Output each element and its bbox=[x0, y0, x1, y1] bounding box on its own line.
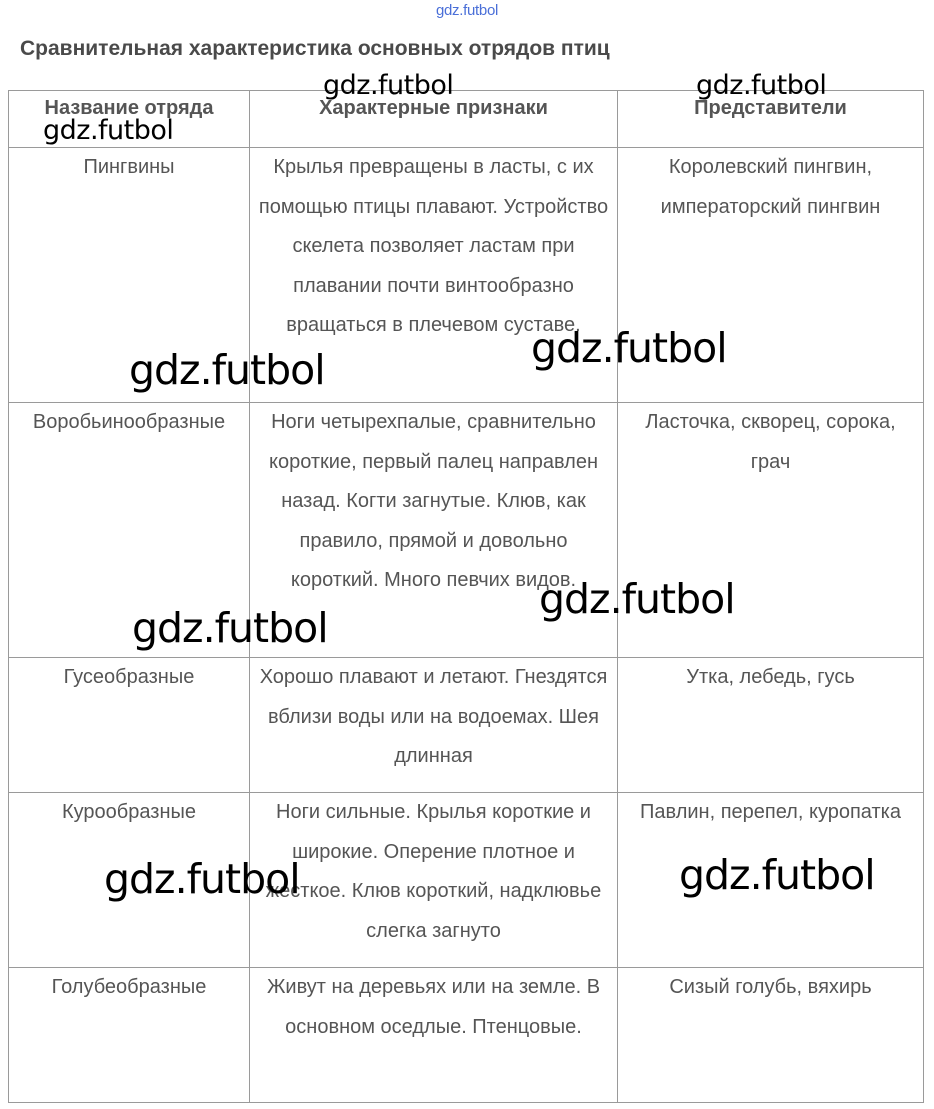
representatives-cell: Королевский пингвин, императорский пингвин bbox=[618, 148, 924, 403]
order-name-cell: Гусеобразные bbox=[9, 658, 250, 793]
table-row bbox=[9, 658, 924, 793]
representatives-cell: Ласточка, скворец, сорока, грач bbox=[618, 403, 924, 658]
site-link[interactable]: gdz.futbol bbox=[435, 2, 499, 19]
table-row bbox=[9, 968, 924, 1103]
features-cell: Живут на деревьях или на земле. В основном оседлые. Птенцовые. bbox=[250, 968, 618, 1103]
watermark: gdz.futbol bbox=[696, 70, 827, 101]
order-name-cell: Курообразные bbox=[9, 793, 250, 968]
order-name-cell: Воробьинообразные bbox=[9, 403, 250, 658]
watermark: gdz.futbol bbox=[132, 604, 328, 652]
watermark: gdz.futbol bbox=[129, 346, 325, 394]
watermark: gdz.futbol bbox=[531, 324, 727, 372]
watermark: gdz.futbol bbox=[679, 851, 875, 899]
column-header-order: Название отряда bbox=[9, 91, 250, 148]
order-name-cell: Пингвины bbox=[9, 148, 250, 403]
watermark: gdz.futbol bbox=[539, 575, 735, 623]
order-name-cell: Голубеобразные bbox=[9, 968, 250, 1103]
features-cell: Крылья превращены в ласты, с их помощью птицы плавают. Устройство скелета позволяет ластам при плавании почти винтообразно вращаться в плечевом суставе. bbox=[250, 148, 618, 403]
watermark: gdz.futbol bbox=[104, 855, 300, 903]
features-cell: Ноги сильные. Крылья короткие и широкие. Оперение плотное и жесткое. Клюв короткий, надклювье слегка загнуто bbox=[250, 793, 618, 968]
column-header-features: Характерные признаки bbox=[250, 91, 618, 148]
page-title: Сравнительная характеристика основных отрядов птиц bbox=[20, 37, 610, 60]
bird-orders-table bbox=[8, 90, 924, 1103]
features-cell: Ноги четырехпалые, сравнительно короткие, первый палец направлен назад. Когти загнутые. Клюв, как правило, прямой и довольно короткий. Много певчих видов. bbox=[250, 403, 618, 658]
features-cell: Хорошо плавают и летают. Гнездятся вблизи воды или на водоемах. Шея длинная bbox=[250, 658, 618, 793]
column-header-representatives: Представители bbox=[618, 91, 924, 148]
representatives-cell: Сизый голубь, вяхирь bbox=[618, 968, 924, 1103]
representatives-cell: Утка, лебедь, гусь bbox=[618, 658, 924, 793]
watermark: gdz.futbol bbox=[43, 115, 174, 146]
watermark: gdz.futbol bbox=[323, 70, 454, 101]
representatives-cell: Павлин, перепел, куропатка bbox=[618, 793, 924, 968]
